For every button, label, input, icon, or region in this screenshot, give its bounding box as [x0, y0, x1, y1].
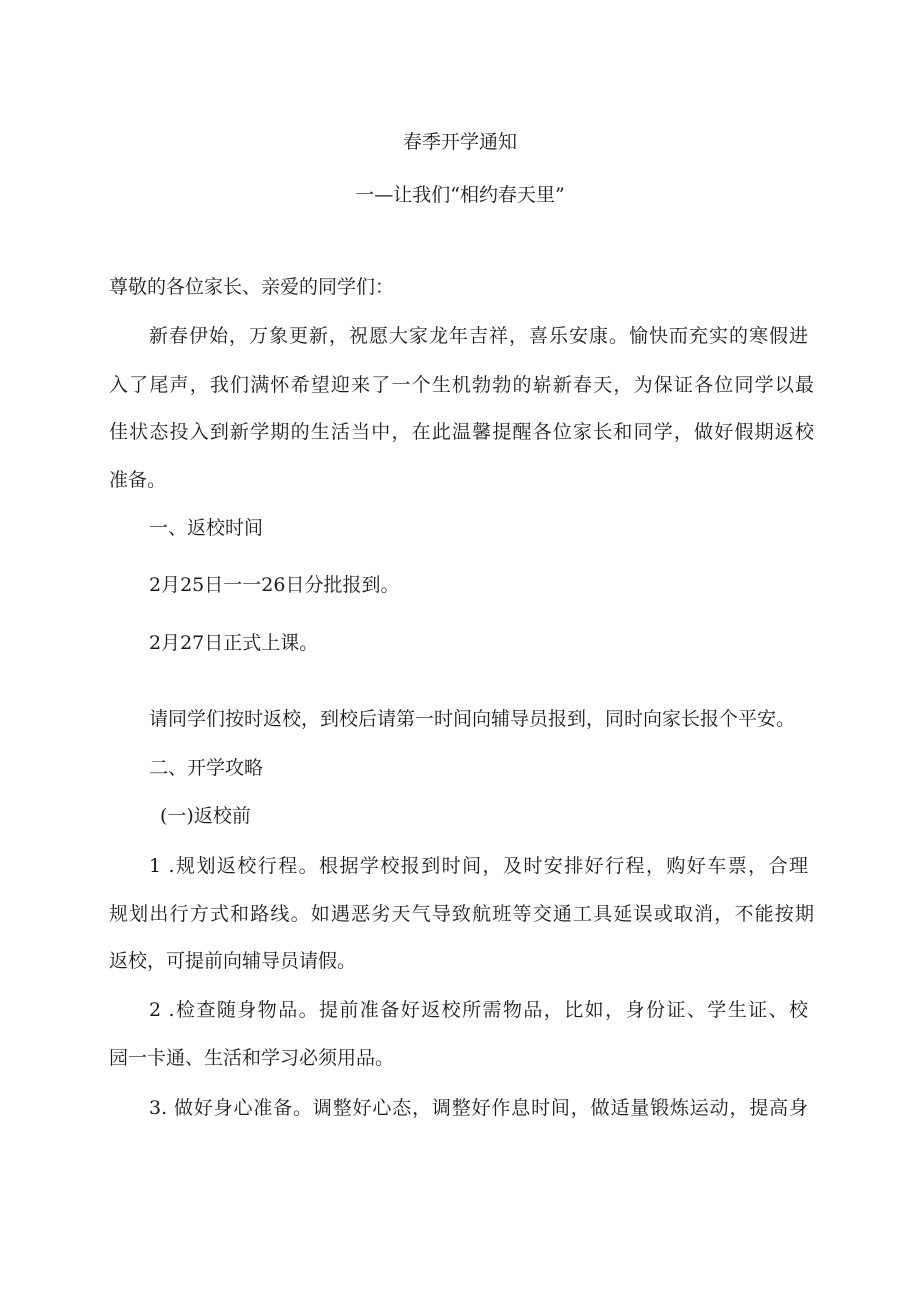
document-title: 春季开学通知 — [402, 131, 517, 153]
item1-line-2: 规划出行方式和路线。如遇恶劣天气导致航班等交通工具延误或取消，不能按期 — [109, 903, 814, 925]
intro-line-3: 佳状态投入到新学期的生活当中，在此温馨提醒各位家长和同学，做好假期返校 — [109, 421, 814, 443]
section2-heading: 二、开学攻略 — [149, 757, 264, 779]
intro-line-1: 新春伊始，万象更新，祝愿大家龙年吉祥，喜乐安康。愉快而充实的寒假进 — [149, 325, 808, 347]
section1-heading: 一、返校时间 — [149, 517, 264, 539]
item2-line-2: 园一卡通、生活和学习必须用品。 — [109, 1047, 395, 1069]
item3-line-1: 3. 做好身心准备。调整好心态，调整好作息时间，做适量锻炼运动，提高身 — [149, 1097, 808, 1119]
return-date-line: 2月25日一一26日分批报到。 — [149, 574, 400, 596]
item1-line-1: 1 .规划返校行程。根据学校报到时间，及时安排好行程，购好车票，合理 — [149, 855, 808, 877]
class-start-line: 2月27日正式上课。 — [149, 632, 319, 654]
document-subtitle: 一—让我们“相约春天里” — [355, 184, 565, 206]
report-instruction-line: 请同学们按时返校，到校后请第一时间向辅导员报到，同时向家长报个平安。 — [149, 708, 796, 730]
intro-line-2: 入了尾声，我们满怀希望迎来了一个生机勃勃的崭新春天，为保证各位同学以最 — [109, 374, 814, 396]
item2-line-1: 2 .检查随身物品。提前准备好返校所需物品，比如，身份证、学生证、校 — [149, 999, 808, 1021]
item1-line-3: 返校，可提前向辅导员请假。 — [109, 950, 357, 972]
salutation: 尊敬的各位家长、亲爱的同学们： — [109, 276, 395, 298]
intro-line-4: 准备。 — [109, 469, 167, 491]
section2-subheading: (一)返校前 — [160, 805, 251, 827]
